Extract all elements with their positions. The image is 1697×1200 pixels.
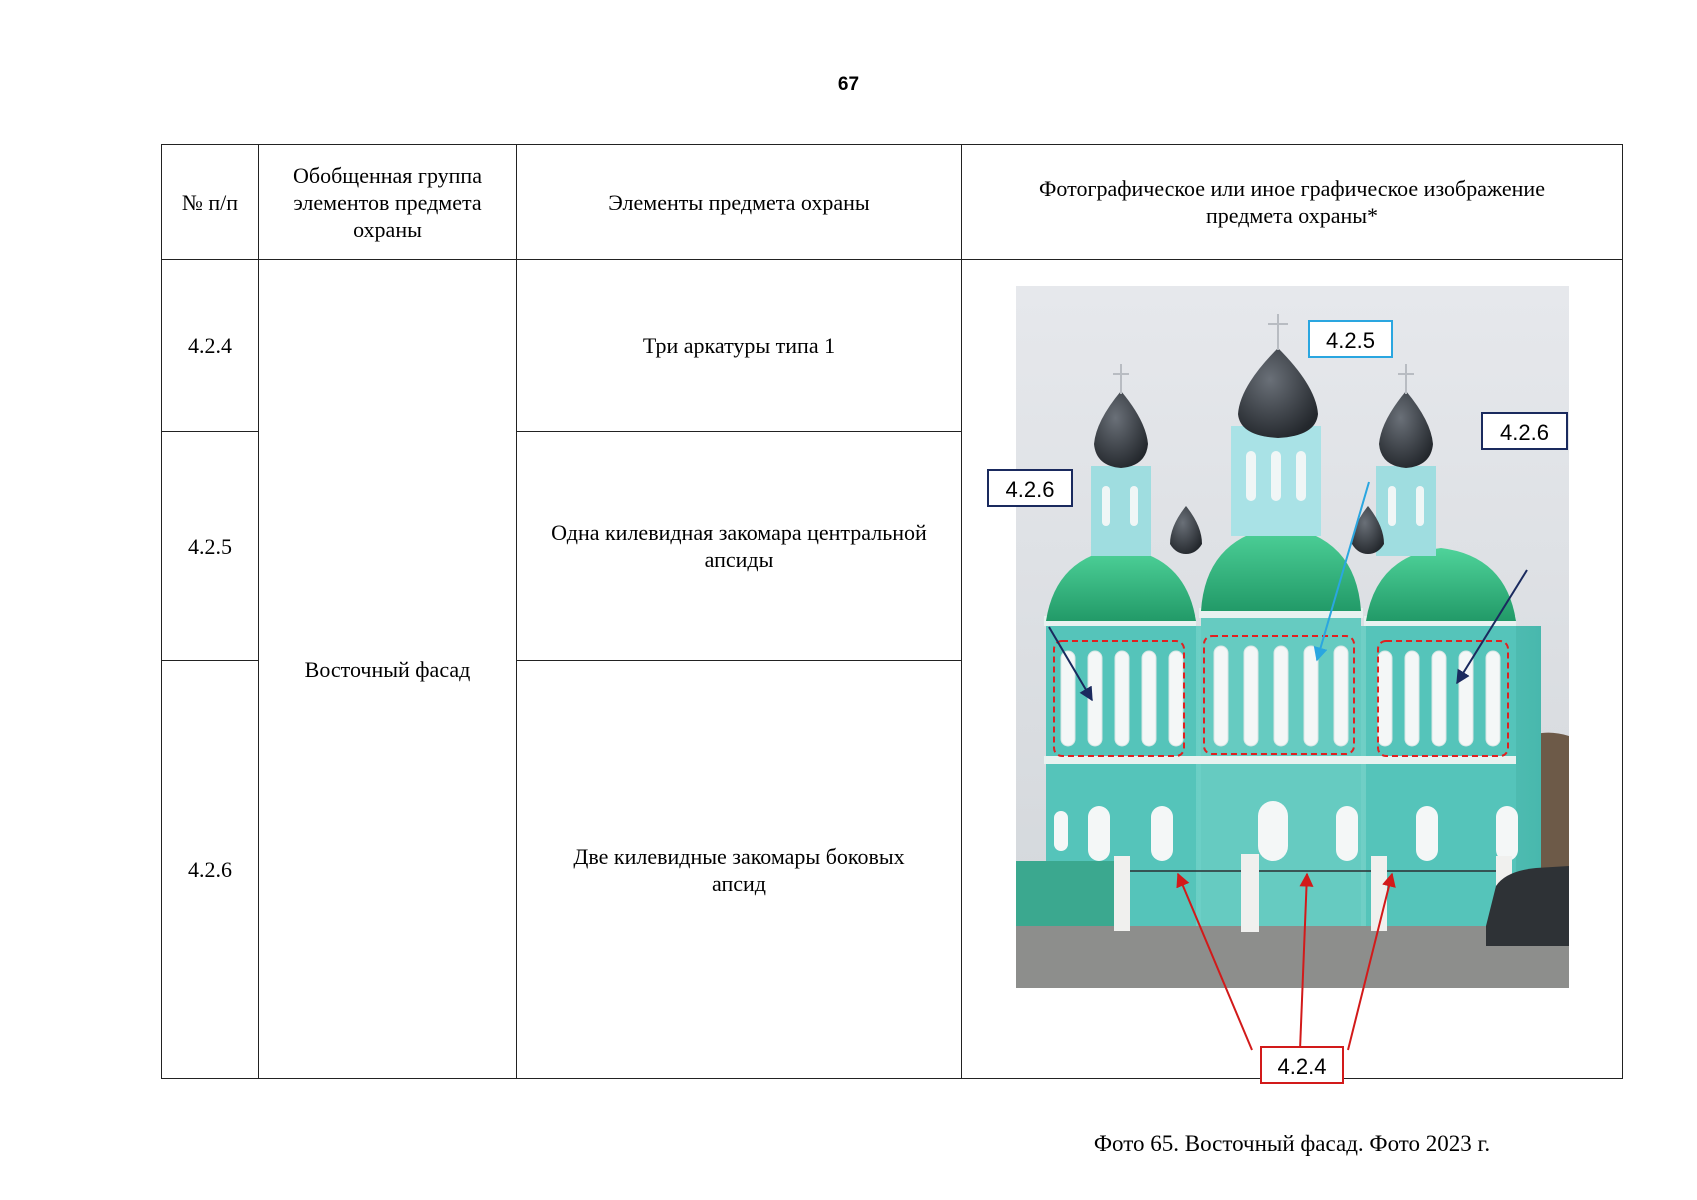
group-cell: Восточный фасад bbox=[259, 260, 517, 1079]
header-num: № п/п bbox=[162, 145, 259, 260]
row-num: 4.2.6 bbox=[162, 661, 259, 1079]
header-group: Обобщенная группа элементов предмета охраны bbox=[259, 145, 517, 260]
photo-figure bbox=[962, 260, 1622, 1156]
photo-label-4-2-4: 4.2.4 bbox=[1260, 1046, 1344, 1084]
row-element: Две килевидные закомары боковых апсид bbox=[517, 661, 962, 1079]
protection-table bbox=[161, 144, 1623, 1156]
table-row bbox=[162, 260, 1623, 432]
row-element: Одна килевидная закомара центральной апсиды bbox=[517, 432, 962, 661]
row-element: Три аркатуры типа 1 bbox=[517, 260, 962, 432]
row-num: 4.2.5 bbox=[162, 432, 259, 661]
header-photo: Фотографическое или иное графическое изображение предмета охраны* bbox=[962, 145, 1623, 260]
photo-caption: Фото 65. Восточный фасад. Фото 2023 г. bbox=[1093, 1131, 1491, 1156]
page-number: 67 bbox=[837, 74, 860, 95]
header-elements: Элементы предмета охраны bbox=[517, 145, 962, 260]
photo-label-4-2-5: 4.2.5 bbox=[1308, 320, 1393, 358]
photo-label-4-2-6-right: 4.2.6 bbox=[1481, 412, 1568, 450]
photo-cell bbox=[962, 260, 1623, 1156]
table-header-row bbox=[162, 145, 1623, 260]
photo-label-4-2-6-left: 4.2.6 bbox=[987, 469, 1073, 507]
row-num: 4.2.4 bbox=[162, 260, 259, 432]
